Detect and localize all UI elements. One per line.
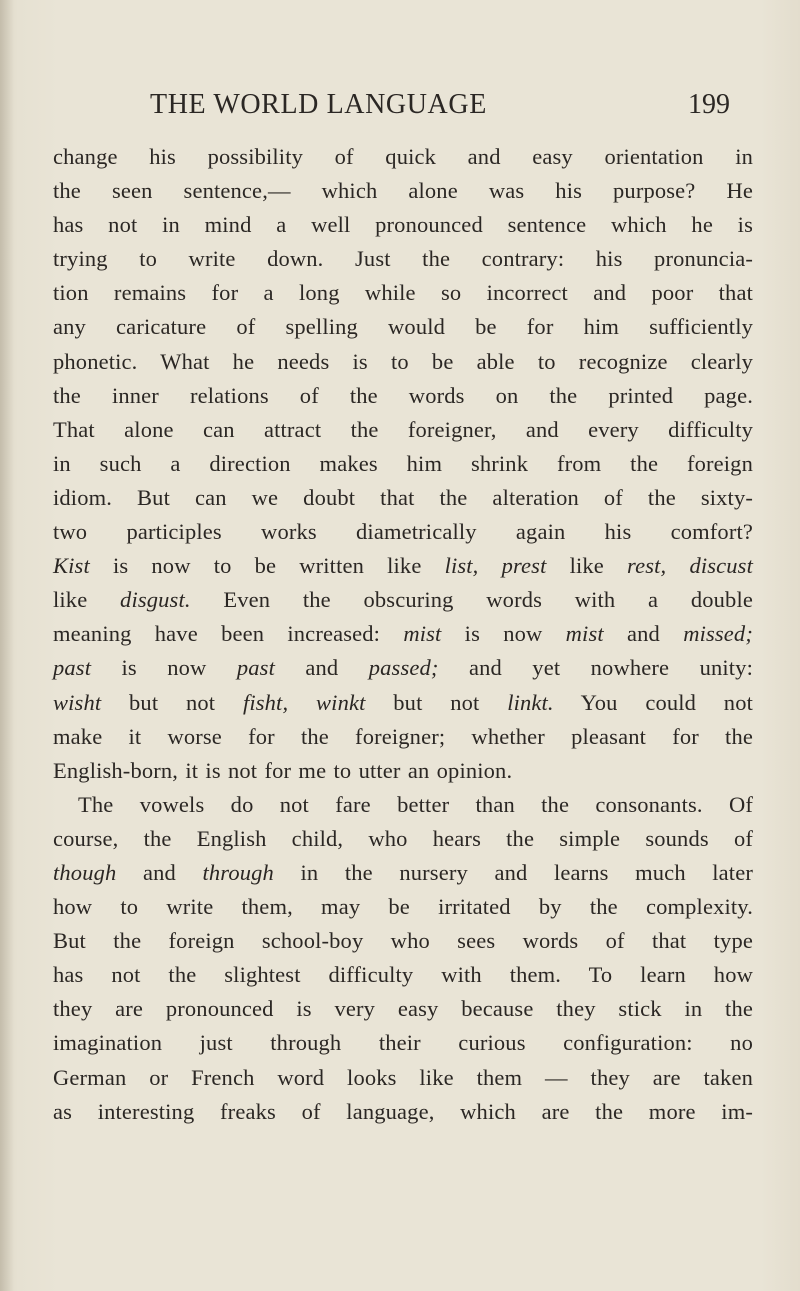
text-run: like — [546, 553, 628, 579]
text-run — [478, 553, 501, 578]
text-run: two participles works diametrically again his comfort? — [53, 519, 753, 545]
text-run: they are pronounced is very easy because they stick in the — [53, 996, 753, 1022]
text-run: how to write them, may be irritated by the complexity. — [53, 894, 753, 920]
text-line — [53, 242, 753, 276]
text-line — [53, 720, 753, 754]
text-line — [53, 1026, 753, 1060]
text-run: That alone can attract the foreigner, and every difficulty — [53, 416, 753, 442]
text-run: English-born, it is not for me to utter an opinion. — [53, 757, 513, 783]
italic-word: passed; — [368, 655, 439, 681]
italic-word: disgust. — [120, 587, 191, 613]
italic-word: though — [53, 859, 117, 885]
text-line — [53, 174, 753, 208]
text-run: phonetic. What he needs is to be able to recognize clearly — [53, 348, 753, 374]
text-run: but not — [101, 689, 243, 715]
text-run — [666, 553, 689, 578]
text-run: trying to write down. Just the contrary: his pronuncia- — [53, 246, 753, 272]
text-run: You could not — [553, 689, 754, 715]
text-run: imagination just through their curious configuration: no — [53, 1030, 753, 1056]
text-run: and — [116, 859, 203, 885]
text-line — [53, 549, 753, 583]
text-run: make it worse for the foreigner; whether pleasant for the — [53, 723, 753, 749]
text-line — [53, 379, 753, 413]
italic-word: past — [53, 655, 92, 681]
text-line — [53, 754, 753, 788]
italic-word: rest, — [627, 553, 667, 579]
italic-word: fisht, — [242, 689, 289, 715]
text-run: has not in mind a well pronounced sentence which he is — [53, 212, 753, 238]
text-run: meaning have been increased: — [53, 621, 404, 647]
text-line — [53, 924, 753, 958]
running-title: THE WORLD LANGUAGE — [150, 89, 487, 120]
text-run: and — [603, 621, 684, 647]
text-run: as interesting freaks of language, which are the more im- — [53, 1098, 753, 1124]
page-number: 199 — [688, 89, 730, 120]
text-run: and yet nowhere unity: — [438, 655, 753, 681]
italic-word: Kist — [53, 553, 90, 579]
italic-word: discust — [689, 553, 753, 579]
text-line — [53, 992, 753, 1026]
body-text — [53, 140, 753, 1129]
text-line — [53, 1095, 753, 1129]
text-run: tion remains for a long while so incorrect and poor that — [53, 280, 753, 306]
text-run: The vowels do not fare better than the consonants. Of — [78, 791, 753, 817]
text-run: is now — [441, 621, 566, 647]
text-run: course, the English child, who hears the simple sounds of — [53, 825, 753, 851]
text-line — [53, 583, 753, 617]
text-line — [53, 617, 753, 651]
page-header — [150, 88, 730, 132]
text-run — [288, 690, 316, 715]
text-line — [53, 208, 753, 242]
text-line — [53, 1061, 753, 1095]
text-line — [53, 310, 753, 344]
text-line — [53, 651, 753, 685]
text-line — [53, 413, 753, 447]
italic-word: winkt — [316, 689, 366, 715]
text-line — [53, 958, 753, 992]
text-run: and — [274, 655, 369, 681]
text-line — [53, 822, 753, 856]
text-run: in the nursery and learns much later — [273, 859, 753, 885]
text-run: in such a direction makes him shrink from the foreign — [53, 450, 753, 476]
text-run: like — [53, 587, 121, 613]
text-run: is now — [91, 655, 237, 681]
italic-word: linkt. — [507, 689, 554, 715]
text-run: But the foreign school-boy who sees words of that type — [53, 928, 753, 954]
text-line — [53, 856, 753, 890]
text-run: has not the slightest difficulty with them. To learn how — [53, 962, 753, 988]
text-line — [53, 788, 753, 822]
text-line — [53, 686, 753, 720]
italic-word: mist — [403, 621, 442, 647]
text-run: the seen sentence,— which alone was his purpose? He — [53, 178, 753, 204]
text-run: is now to be written like — [89, 553, 445, 579]
italic-word: list, — [444, 553, 479, 579]
text-line — [53, 515, 753, 549]
text-line — [53, 140, 753, 174]
text-run: but not — [365, 689, 508, 715]
italic-word: prest — [501, 553, 547, 579]
italic-word: through — [202, 859, 274, 885]
text-run: idiom. But can we doubt that the alteration of the sixty- — [53, 484, 753, 510]
gutter-shadow — [0, 0, 14, 1291]
text-run: German or French word looks like them — they are taken — [53, 1064, 753, 1090]
italic-word: wisht — [53, 689, 102, 715]
text-line — [53, 481, 753, 515]
italic-word: missed; — [683, 621, 753, 647]
italic-word: past — [236, 655, 275, 681]
text-run: any caricature of spelling would be for him sufficiently — [53, 314, 753, 340]
text-line — [53, 890, 753, 924]
text-run: the inner relations of the words on the printed page. — [53, 382, 753, 408]
italic-word: mist — [565, 621, 604, 647]
text-line — [53, 276, 753, 310]
text-run: Even the obscuring words with a double — [190, 587, 753, 613]
text-line — [53, 447, 753, 481]
text-run: change his possibility of quick and easy orientation in — [53, 144, 753, 169]
text-line — [53, 345, 753, 379]
